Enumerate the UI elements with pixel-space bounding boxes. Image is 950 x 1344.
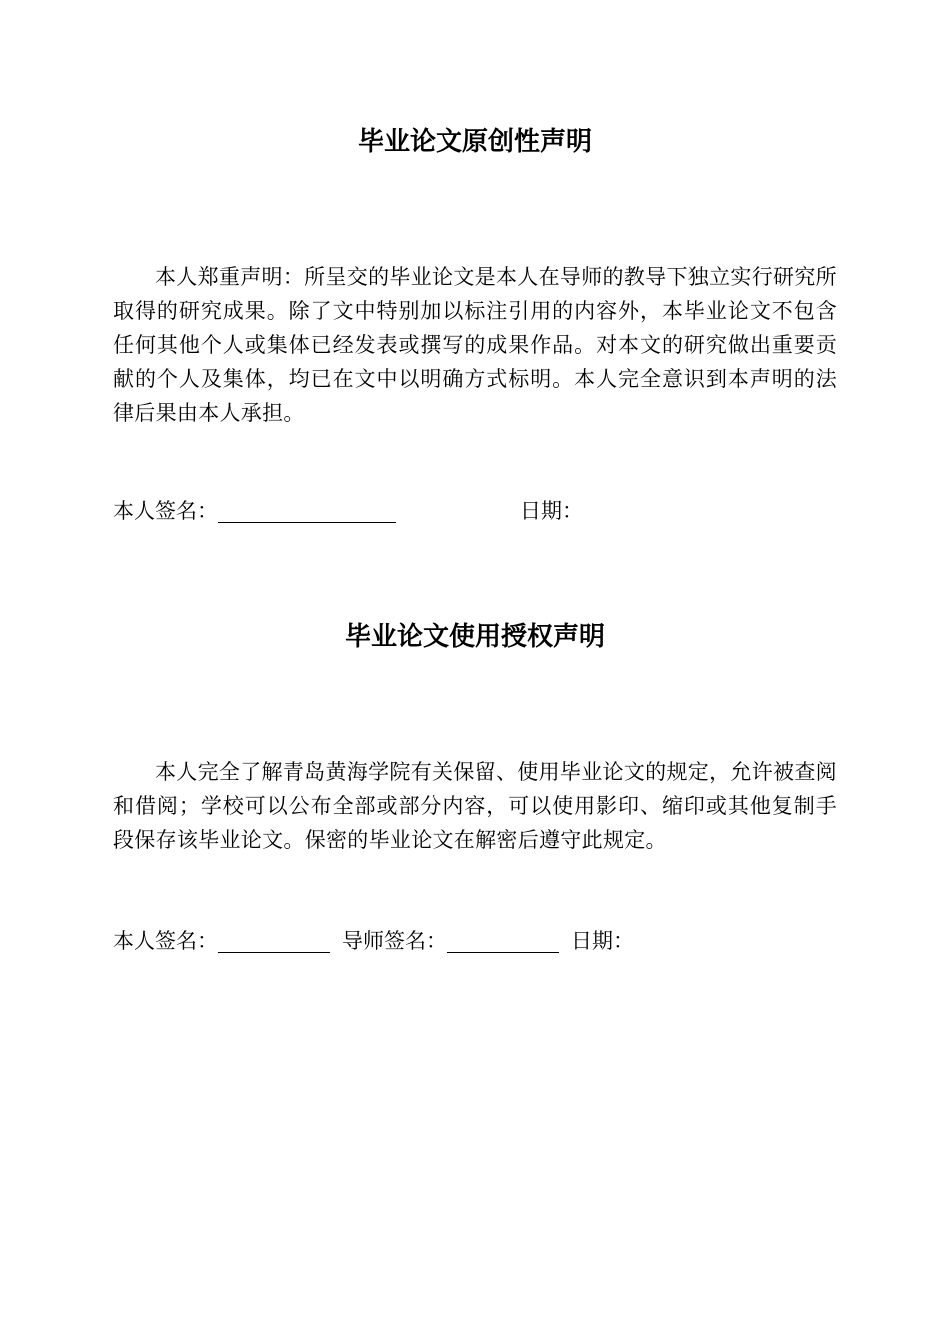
date-label: 日期： (571, 929, 634, 953)
originality-statement-title: 毕业论文原创性声明 (357, 127, 592, 157)
author-signature-blank (218, 496, 396, 523)
date-label: 日期： (520, 499, 583, 523)
advisor-signature-blank (447, 926, 559, 953)
originality-statement-body: 本人郑重声明：所呈交的毕业论文是本人在导师的教导下独立实行研究所取得的研究成果。除了文中特别加以标注引用的内容外，本毕业论文不包含任何其他个人或集体已经发表或撰写的成果作品。对本文的研究做出重要贡献的个人及集体，均已在文中以明确方式标明。本人完全意识到本声明的法律后果由本人承担。 (113, 265, 837, 425)
authorization-statement-title: 毕业论文使用授权声明 (344, 622, 605, 652)
author-signature-blank (218, 926, 330, 953)
author-signature-label: 本人签名： (113, 929, 218, 953)
author-signature-label: 本人签名： (113, 499, 218, 523)
authorization-statement-body: 本人完全了解青岛黄海学院有关保留、使用毕业论文的规定，允许被查阅和借阅；学校可以公布全部或部分内容，可以使用影印、缩印或其他复制手段保存该毕业论文。保密的毕业论文在解密后遵守此规定。 (113, 760, 837, 852)
advisor-signature-label: 导师签名： (342, 929, 447, 953)
originality-signature-row (113, 496, 837, 526)
authorization-signature-row (113, 926, 837, 956)
